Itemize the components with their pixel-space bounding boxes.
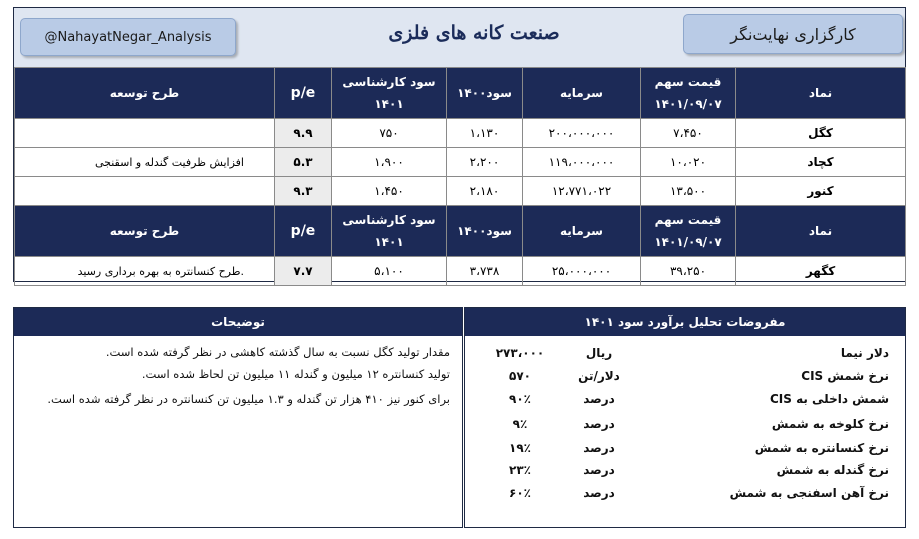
capital-cell: ۲۵،۰۰۰،۰۰۰	[523, 257, 641, 286]
pe-cell: ۷.۷	[275, 257, 332, 286]
col-capital: سرمایه	[523, 68, 641, 119]
capital-cell: ۲۰۰،۰۰۰،۰۰۰	[523, 119, 641, 148]
brand-badge[interactable]: کارگزاری نهایت‌نگر	[683, 14, 903, 54]
capital-cell: ۱۲،۷۷۱،۰۲۲	[523, 177, 641, 206]
col-capital: سرمایه	[523, 206, 641, 257]
plan-cell	[15, 119, 275, 148]
page-title: صنعت کانه های فلزی	[388, 22, 560, 44]
assumption-name: نرخ کنسانتره به شمش	[754, 441, 889, 455]
plan-cell: افزایش ظرفیت گندله و اسقنجی	[15, 148, 275, 177]
assumption-value: ۶۰٪	[509, 486, 531, 500]
plan-cell: طرح کنسانتره به بهره برداری رسید.	[15, 257, 275, 286]
assumptions-title: مفروضات تحلیل برآورد سود ۱۴۰۱	[465, 308, 905, 336]
price-cell: ۷،۴۵۰	[641, 119, 736, 148]
assumptions-panel	[464, 307, 906, 528]
assumption-unit: درصد	[583, 441, 615, 455]
profit-cell: ۳،۷۳۸	[447, 257, 523, 286]
price-cell: ۱۳،۵۰۰	[641, 177, 736, 206]
col-price-line2: ۱۴۰۱/۰۹/۰۷	[654, 97, 722, 111]
table-row	[15, 177, 906, 206]
notes-title: توضیحات	[14, 308, 462, 336]
handle-badge[interactable]: @NahayatNegar_Analysis	[20, 18, 236, 56]
col-expert-line2: ۱۴۰۱	[374, 97, 404, 111]
col-plan: طرح توسعه	[15, 206, 275, 257]
assumption-name: شمش داخلی به CIS	[769, 392, 889, 406]
table-row	[15, 119, 906, 148]
table-row	[15, 257, 906, 286]
col-expert	[332, 206, 447, 257]
assumption-value: ۵۷۰	[509, 369, 531, 383]
table-row	[15, 148, 906, 177]
assumption-name: نرخ شمش CIS	[801, 369, 889, 383]
header-bar	[14, 8, 905, 67]
expert-cell: ۱،۹۰۰	[332, 148, 447, 177]
table-header-row-2	[15, 206, 906, 257]
pe-cell: ۹.۳	[275, 177, 332, 206]
col-price-line1: قیمت سهم	[654, 213, 722, 227]
assumption-name: نرخ کلوخه به شمش	[771, 417, 889, 431]
col-profit1400: سود۱۴۰۰	[447, 68, 523, 119]
metal-industry-panel	[13, 7, 906, 282]
notes-panel	[13, 307, 463, 528]
col-profit1400: سود۱۴۰۰	[447, 206, 523, 257]
expert-cell: ۷۵۰	[332, 119, 447, 148]
pe-cell: ۹.۹	[275, 119, 332, 148]
assumption-unit: ریال	[585, 346, 613, 360]
assumption-unit: درصد	[583, 392, 615, 406]
col-expert-line1: سود کارشناسی	[342, 75, 436, 89]
stocks-table	[14, 67, 906, 286]
capital-cell: ۱۱۹،۰۰۰،۰۰۰	[523, 148, 641, 177]
col-price-line1: قیمت سهم	[654, 75, 722, 89]
pe-cell: ۵.۳	[275, 148, 332, 177]
assumption-unit: دلار/تن	[578, 369, 620, 383]
price-cell: ۳۹،۲۵۰	[641, 257, 736, 286]
assumption-value: ۹٪	[512, 417, 528, 431]
col-expert-line1: سود کارشناسی	[342, 213, 436, 227]
expert-cell: ۵،۱۰۰	[332, 257, 447, 286]
col-expert	[332, 68, 447, 119]
col-price	[641, 68, 736, 119]
col-plan: طرح توسعه	[15, 68, 275, 119]
symbol-cell: کنور	[736, 177, 906, 206]
assumption-name: نرخ گندله به شمش	[776, 463, 889, 477]
col-price	[641, 206, 736, 257]
profit-cell: ۲،۲۰۰	[447, 148, 523, 177]
price-cell: ۱۰،۰۲۰	[641, 148, 736, 177]
assumption-unit: درصد	[583, 486, 615, 500]
col-symbol: نماد	[736, 206, 906, 257]
expert-cell: ۱،۴۵۰	[332, 177, 447, 206]
assumption-value: ۲۳٪	[509, 463, 531, 477]
col-pe: p/e	[275, 68, 332, 119]
symbol-cell: کگهر	[736, 257, 906, 286]
assumption-name: دلار نیما	[840, 346, 889, 360]
assumption-value: ۹۰٪	[509, 392, 531, 406]
symbol-cell: کچاد	[736, 148, 906, 177]
assumption-value: ۱۹٪	[509, 441, 531, 455]
note-line: تولید کنسانتره ۱۲ میلیون و گندله ۱۱ میلیون تن لحاظ شده است.	[141, 367, 450, 381]
assumption-value: ۲۷۳،۰۰۰	[495, 346, 545, 360]
col-expert-line2: ۱۴۰۱	[374, 235, 404, 249]
assumption-unit: درصد	[583, 463, 615, 477]
symbol-cell: کگل	[736, 119, 906, 148]
table-header-row	[15, 68, 906, 119]
col-symbol: نماد	[736, 68, 906, 119]
col-pe: p/e	[275, 206, 332, 257]
profit-cell: ۱،۱۳۰	[447, 119, 523, 148]
profit-cell: ۲،۱۸۰	[447, 177, 523, 206]
note-line: برای کنور نیز ۴۱۰ هزار تن گندله و ۱.۳ میلیون تن کنسانتره در نظر گرفته شده است.	[47, 392, 450, 406]
assumption-name: نرخ آهن اسفنجی به شمش	[729, 486, 889, 500]
note-line: مقدار تولید کگل نسبت به سال گذشته کاهشی در نظر گرفته شده است.	[105, 345, 450, 359]
assumption-unit: درصد	[583, 417, 615, 431]
plan-cell	[15, 177, 275, 206]
col-price-line2: ۱۴۰۱/۰۹/۰۷	[654, 235, 722, 249]
